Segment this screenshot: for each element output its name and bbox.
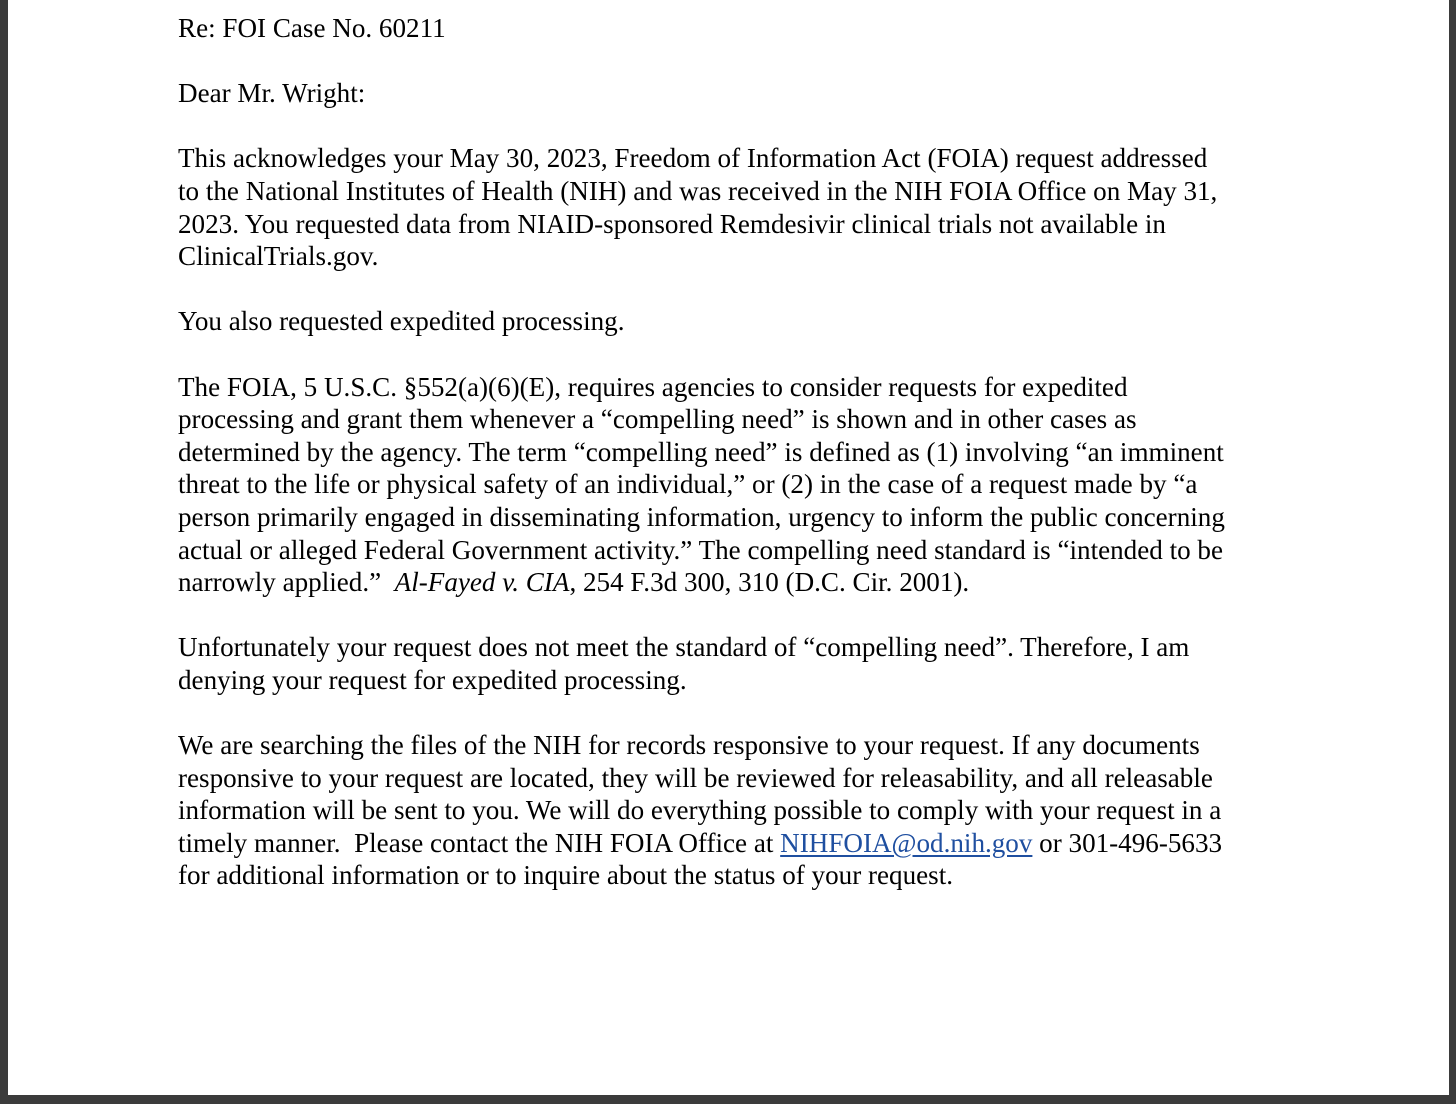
paragraph-line: We are searching the files of the NIH for records responsive to your request. If any documents (178, 730, 1200, 761)
paragraph-acknowledgement (178, 142, 1298, 272)
phone-number: or 301-496-5633 (1032, 827, 1223, 858)
paragraph-line-citation (178, 566, 1298, 599)
paragraph-line: The FOIA, 5 U.S.C. §552(a)(6)(E), requires agencies to consider requests for expedited (178, 371, 1128, 402)
paragraph-line: person primarily engaged in disseminating information, urgency to inform the public concerning (178, 501, 1225, 532)
paragraph-line: denying your request for expedited processing. (178, 664, 687, 695)
paragraph-foia-standard (178, 371, 1298, 599)
paragraph-line: information will be sent to you. We will do everything possible to comply with your request in a (178, 795, 1222, 826)
paragraph-line: actual or alleged Federal Government activity.” The compelling need standard is “intended to be (178, 534, 1223, 565)
paragraph-line: processing and grant them whenever a “compelling need” is shown and in other cases as (178, 404, 1137, 435)
paragraph-line: 2023. You requested data from NIAID-sponsored Remdesivir clinical trials not available in (178, 208, 1166, 239)
case-citation: Al-Fayed v. CIA (394, 567, 570, 598)
paragraph-line: to the National Institutes of Health (NIH) and was received in the NIH FOIA Office on May 31, (178, 175, 1218, 206)
email-link[interactable]: NIHFOIA@od.nih.gov (780, 827, 1033, 858)
salutation-text: Dear Mr. Wright: (178, 78, 366, 109)
paragraph-line: ClinicalTrials.gov. (178, 241, 379, 272)
paragraph-line: determined by the agency. The term “compelling need” is defined as (1) involving “an imminent (178, 436, 1224, 467)
paragraph-line: for additional information or to inquire about the status of your request. (178, 860, 954, 891)
contact-lead: timely manner. Please contact the NIH FOIA Office at (178, 827, 781, 858)
paragraph-expedited-request (178, 305, 1298, 338)
letter-page (8, 0, 1449, 1095)
salutation (178, 77, 1298, 110)
paragraph-line: This acknowledges your May 30, 2023, Freedom of Information Act (FOIA) request addressed (178, 143, 1208, 174)
paragraph-line: Unfortunately your request does not meet the standard of “compelling need”. Therefore, I am (178, 632, 1190, 663)
citation-tail: , 254 F.3d 300, 310 (D.C. Cir. 2001). (569, 567, 970, 598)
paragraph-denial (178, 631, 1298, 696)
reference-text: Re: FOI Case No. 60211 (178, 13, 446, 43)
paragraph-line: You also requested expedited processing. (178, 306, 625, 337)
paragraph-line-contact (178, 827, 1298, 860)
paragraph-line: responsive to your request are located, they will be reviewed for releasability, and all releasable (178, 762, 1213, 793)
citation-lead: narrowly applied.” (178, 567, 395, 598)
paragraph-line: threat to the life or physical safety of an individual,” or (2) in the case of a request made by “a (178, 469, 1198, 500)
letter-body (178, 12, 1298, 925)
paragraph-search (178, 729, 1298, 892)
reference-line (178, 12, 1298, 45)
